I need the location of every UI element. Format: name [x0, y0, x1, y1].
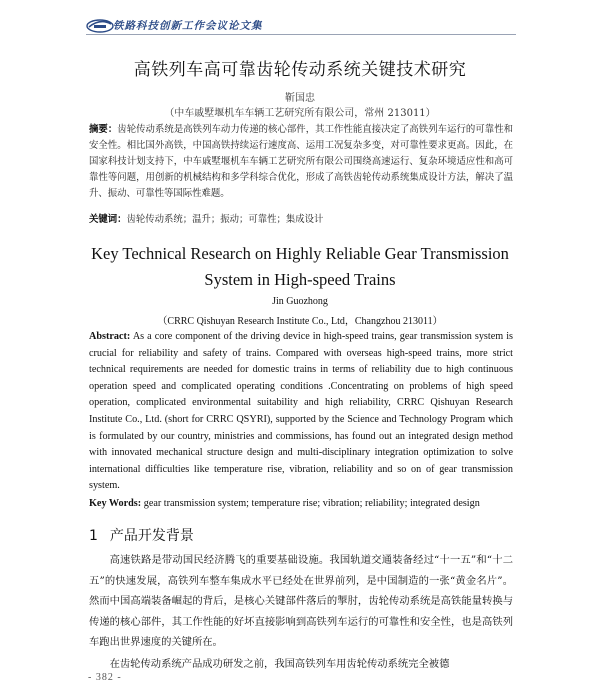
author-en: Jin Guozhong [272, 296, 328, 307]
section-heading [89, 525, 194, 545]
abstract-cn [89, 122, 513, 202]
abstract-en [89, 329, 513, 495]
section-body [89, 550, 513, 676]
keywords-en-label: Key Words: [89, 498, 142, 509]
abstract-en-label: Abstract: [89, 331, 131, 342]
journal-logo [86, 16, 114, 34]
abstract-cn-text: 齿轮传动系统是高铁列车动力传递的核心部件，其工作性能直接决定了高铁列车运行的可靠性和安全性。相比国外高铁，中国高铁持续运行速度高、运用工况复杂多变，对可靠性要求更高。因此，在国家科技计划支持下，中车戚墅堰机车车辆工艺研究所有限公司围绕高速运行、复杂环境适应性和高可靠性等问题，用创新的机械结构和多学科综合优化，形成了高铁齿轮传动系统集成设计方法，解决了温升、振动、可靠性等国际性难题。 [89, 124, 513, 200]
paper-title-cn: 高铁列车高可靠齿轮传动系统关键技术研究 [133, 60, 467, 80]
keywords-en-text: gear transmission system; temperature rise; vibration; reliability; integrated design [143, 498, 480, 509]
section-title: 产品开发背景 [109, 528, 194, 544]
keywords-cn-label: 关键词： [89, 214, 127, 225]
keywords-en [89, 496, 513, 513]
running-title: 铁路科技创新工作会议论文集 [113, 20, 263, 32]
section-number: 1 [89, 528, 98, 544]
body-paragraph-2: 在齿轮传动系统产品成功研发之前，我国高铁列车用齿轮传动系统完全被德 [109, 657, 450, 670]
keywords-cn-text: 齿轮传动系统；温升；振动；可靠性；集成设计 [126, 214, 324, 225]
body-paragraph-1: 高速铁路是带动国民经济腾飞的重要基础设施。我国轨道交通装备经过“十一五”和“十二五”的快速发展，高铁列车整车集成水平已经处在世界前列，是中国制造的一张“黄金名片”。然而中国高端装备崛起的背后，是核心关键部件落后的掣肘，齿轮传动系统是高铁能量转换与传递的核心部件，其工作性能的好坏直接影响到高铁列车运行的可靠性和安全性，也是高铁列车跑出世界速度的关键所在。 [89, 554, 513, 649]
paper-title-en-line2: System in High-speed Trains [204, 270, 396, 289]
affiliation-en: （CRRC Qishuyan Research Institute Co., Ltd，Changzhou 213011） [157, 316, 443, 327]
page-number: - 382 - [88, 672, 122, 683]
abstract-en-text: As a core component of the driving device in high-speed trains, gear transmission system is crucial for reliability and safety of trains. Compared with overseas high-speed trains, more strict technical requirements are needed for domestic trains in terms of reliability due to high continuous operation speed and complicated operating conditions .Concentrating on problems of high speed operation, complicated environmental suitability and high reliability, CRRC Qishuyan Research Institute Co., Ltd. (short for CRRC QSYRI), supported by the Science and Technology Program which is formulated by our country, ministries and commissions, has found out an integrated design method with innovated mechanical structure design and multi-disciplinary integration optimization to solve international difficulties like temperature rise, vibration, reliability and so on of gear transmission system. [89, 331, 513, 492]
train-logo-icon [86, 16, 114, 34]
abstract-cn-label: 摘要： [89, 124, 118, 135]
affiliation-cn: （中车戚墅堰机车车辆工艺研究所有限公司，常州 213011） [164, 108, 436, 119]
paper-title-en-line1: Key Technical Research on Highly Reliable Gear Transmission [91, 244, 509, 263]
header-divider [86, 34, 516, 35]
keywords-cn [89, 212, 513, 228]
author-cn: 靳国忠 [285, 93, 315, 104]
